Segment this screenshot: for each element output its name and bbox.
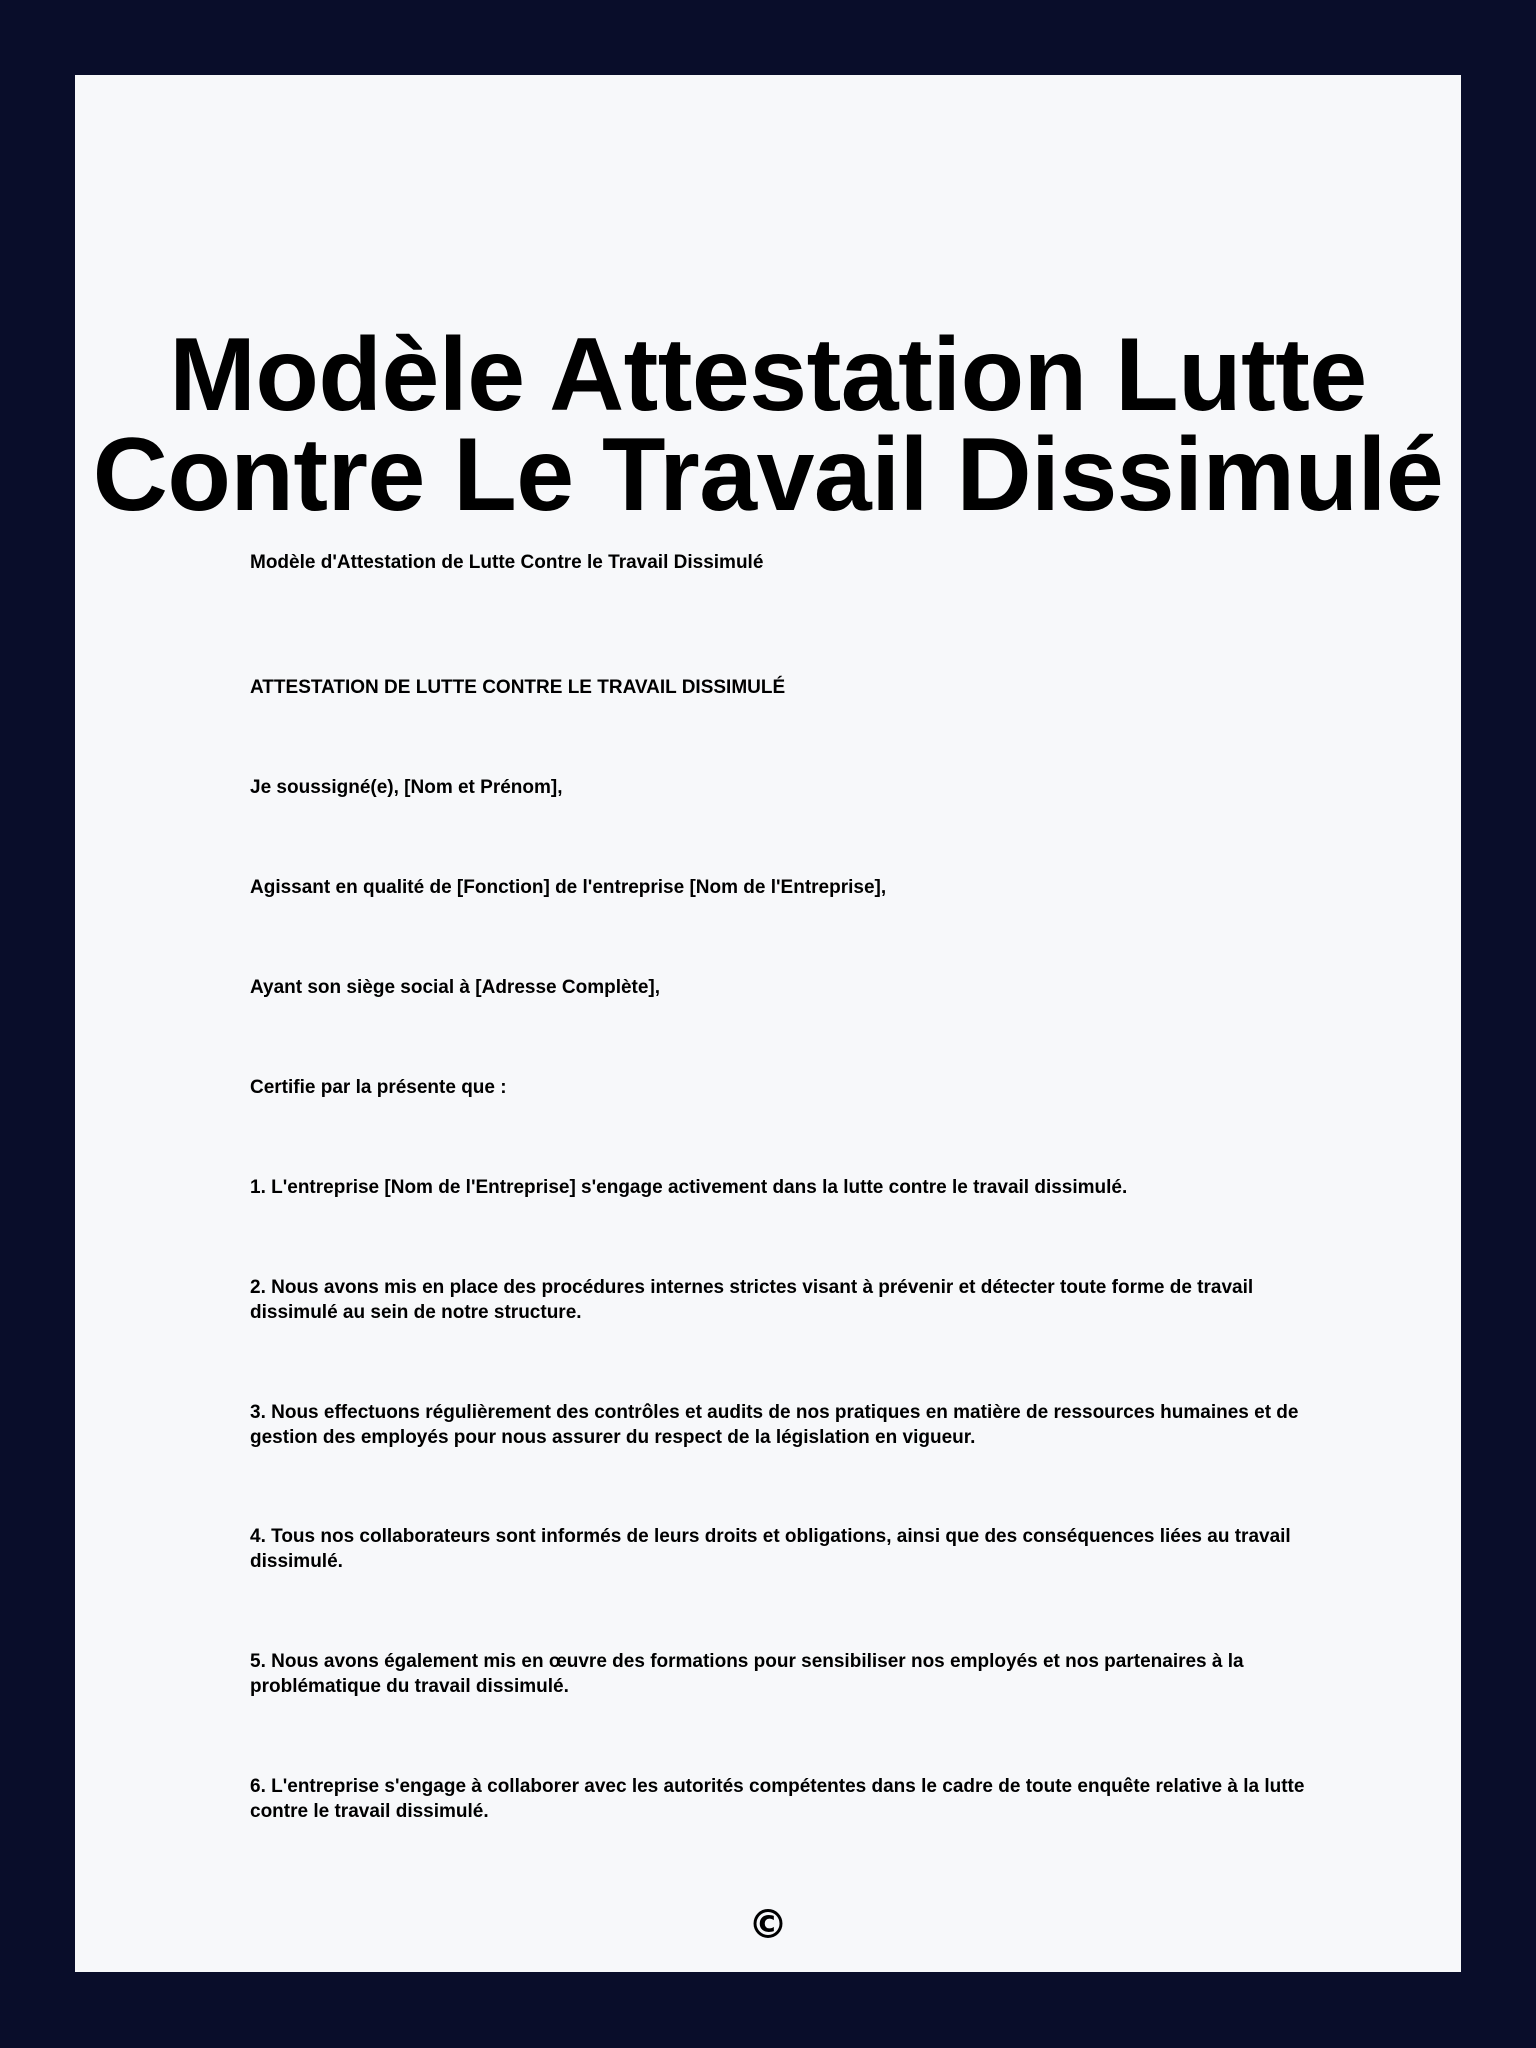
clause-4: 4. Tous nos collaborateurs sont informés de leurs droits et obligations, ainsi que des conséquences liées au travail dissimulé. [250, 1526, 1291, 1572]
attestation-heading: ATTESTATION DE LUTTE CONTRE LE TRAVAIL DISSIMULÉ [250, 677, 786, 698]
clause-1: 1. L'entreprise [Nom de l'Entreprise] s'engage activement dans la lutte contre le travail dissimulé. [250, 1177, 1128, 1198]
page-title: Modèle Attestation Lutte Contre Le Travail Dissimulé [92, 317, 1444, 533]
clause-3: 3. Nous effectuons régulièrement des contrôles et audits de nos pratiques en matière de ressources humaines et de gestion des employés pour nous assurer du respect de la législation en vigueur. [250, 1402, 1299, 1448]
document-heading: Modèle d'Attestation de Lutte Contre le Travail Dissimulé [250, 552, 764, 573]
copyright-icon: © [748, 1902, 788, 1948]
clause-2: 2. Nous avons mis en place des procédures internes strictes visant à prévenir et détecter toute forme de travail dissimulé au sein de notre structure. [250, 1277, 1254, 1323]
address-line: Ayant son siège social à [Adresse Complète], [250, 977, 661, 998]
clause-5: 5. Nous avons également mis en œuvre des formations pour sensibiliser nos employés et nos partenaires à la problématique du travail dissimulé. [250, 1651, 1244, 1697]
certification-line: Certifie par la présente que : [250, 1077, 507, 1098]
clause-6: 6. L'entreprise s'engage à collaborer avec les autorités compétentes dans le cadre de toute enquête relative à la lutte contre le travail dissimulé. [250, 1776, 1305, 1822]
role-line: Agissant en qualité de [Fonction] de l'entreprise [Nom de l'Entreprise], [250, 877, 887, 898]
document-page [75, 75, 1461, 1972]
signatory-line: Je soussigné(e), [Nom et Prénom], [250, 777, 563, 798]
